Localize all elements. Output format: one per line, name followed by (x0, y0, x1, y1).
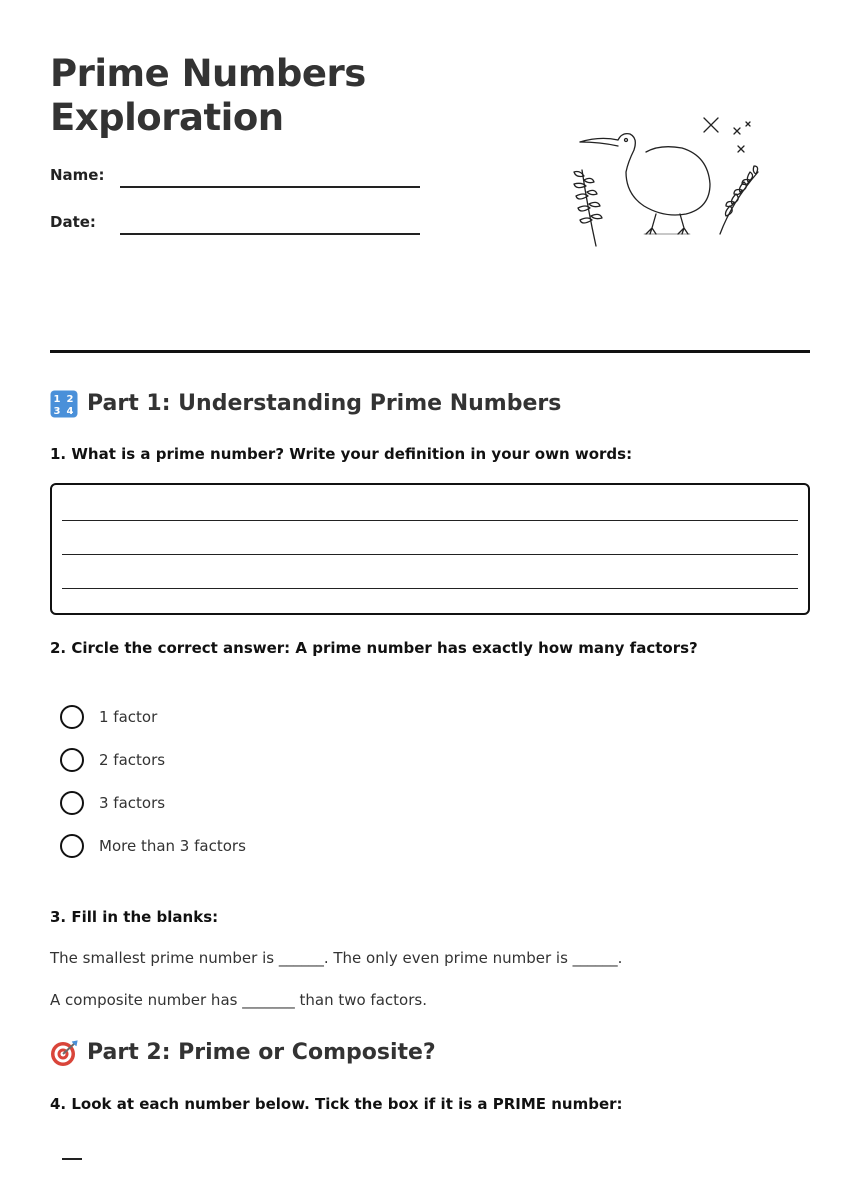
radio-circle[interactable] (60, 791, 84, 815)
question-2: 2. Circle the correct answer: A prime number has exactly how many factors? (50, 639, 698, 657)
section-divider (50, 350, 810, 353)
radio-circle[interactable] (60, 705, 84, 729)
svg-text:3: 3 (53, 406, 61, 417)
definition-answer-box[interactable] (50, 483, 810, 615)
answer-line[interactable] (62, 554, 798, 555)
option-3-factors[interactable] (60, 790, 165, 816)
option-label: 2 factors (99, 751, 166, 769)
name-field[interactable] (50, 166, 420, 196)
prime-tick-box[interactable] (62, 1158, 82, 1180)
option-1-factor[interactable] (60, 704, 157, 730)
radio-circle[interactable] (60, 834, 84, 858)
option-2-factors[interactable] (60, 747, 165, 773)
part1-heading (50, 390, 561, 418)
answer-line[interactable] (62, 520, 798, 521)
option-label: 1 factor (99, 708, 158, 726)
title-line-2: Exploration (50, 96, 284, 139)
answer-line[interactable] (62, 588, 798, 589)
name-label: Name: (50, 166, 105, 184)
question-4: 4. Look at each number below. Tick the box if it is a PRIME number: (50, 1095, 623, 1113)
question-3: 3. Fill in the blanks: (50, 908, 219, 926)
title-line-1: Prime Numbers (50, 52, 366, 95)
fill-blank-sentence-1[interactable]: The smallest prime number is ______. The only even prime number is ______. (50, 949, 623, 967)
question-1: 1. What is a prime number? Write your definition in your own words: (50, 445, 633, 463)
part2-title: Part 2: Prime or Composite? (87, 1040, 436, 1065)
date-label: Date: (50, 213, 96, 231)
kiwi-bird-illustration (560, 110, 770, 250)
option-more-than-3-factors[interactable] (60, 833, 246, 859)
name-line[interactable] (120, 186, 420, 188)
svg-text:4: 4 (66, 406, 74, 417)
svg-text:2: 2 (66, 394, 74, 405)
dart-target-icon (50, 1039, 78, 1067)
date-field[interactable] (50, 213, 420, 243)
numbers-keycap-icon (50, 390, 78, 418)
option-label: More than 3 factors (99, 837, 246, 855)
part1-title: Part 1: Understanding Prime Numbers (87, 391, 562, 416)
radio-circle[interactable] (60, 748, 84, 772)
worksheet-title (50, 52, 366, 140)
date-line[interactable] (120, 233, 420, 235)
part2-heading (50, 1039, 436, 1067)
fill-blank-sentence-2[interactable]: A composite number has _______ than two factors. (50, 991, 427, 1009)
svg-text:1: 1 (53, 394, 61, 405)
option-label: 3 factors (99, 794, 166, 812)
